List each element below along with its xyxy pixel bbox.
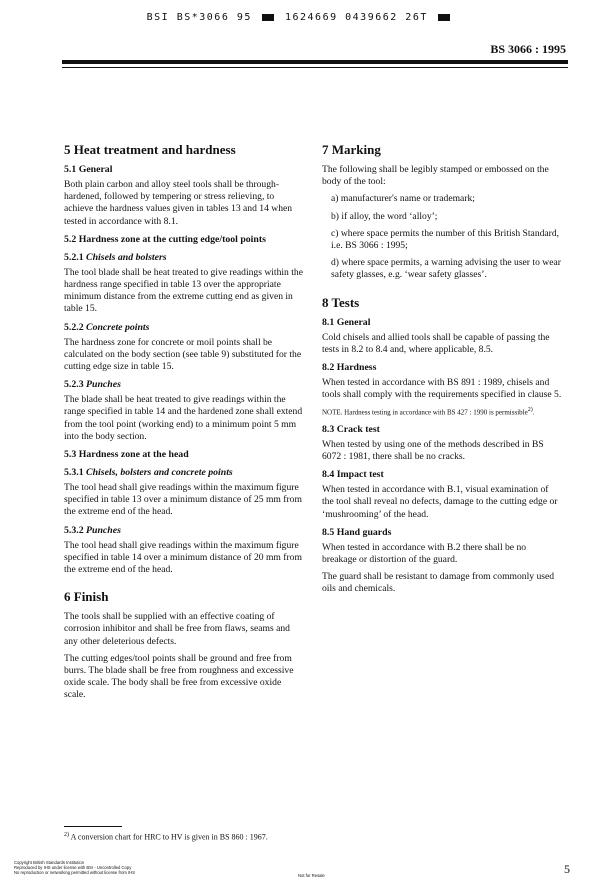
footnote: $^{2)}$ A conversion chart for HRC to HV is given in BS 860 : 1967. <box>64 832 268 842</box>
section-8-4-text: When tested in accordance with B.1, visual examination of the tool shall reveal no defects, damage to the cutting edge or ‘mushrooming’ of the head. <box>322 484 558 520</box>
list-item: b) if alloy, the word ‘alloy’; <box>331 210 438 222</box>
section-5-3-1-text: The tool head shall give readings within the maximum figure specified in table 13 over a minimum distance of 25 mm from the extreme end of the head. <box>64 482 302 518</box>
section-7-intro: The following shall be legibly stamped or embossed on the body of the tool: <box>322 164 549 188</box>
section-5-2-heading: 5.2 Hardness zone at the cutting edge/tool points <box>64 233 266 245</box>
section-8-5-text: When tested in accordance with B.2 there shall be no breakage or distortion of the guard. <box>322 541 527 565</box>
header-rule-thin <box>62 67 568 68</box>
section-8-2-heading: 8.2 Hardness <box>322 362 377 374</box>
section-5-2-1-heading: 5.2.1 Chisels and bolsters <box>64 251 167 263</box>
section-5-3-2-heading: 5.3.2 Punches <box>64 524 121 536</box>
section-8-3-heading: 8.3 Crack test <box>322 423 380 435</box>
section-5-2-3-text: The blade shall be heat treated to give readings within the range specified in table 14 and the hardened zone shall extend from the tool point (working end) to a minimum point 5 mm into the body section. <box>64 394 303 442</box>
footnote-rule <box>64 826 122 827</box>
section-8-5-text-2: The guard shall be resistant to damage from commonly used oils and chemicals. <box>322 571 555 595</box>
section-5-1-text: Both plain carbon and alloy steel tools shall be through-hardened, followed by tempering or stress relieving, to achieve the hardness values given in tables 13 and 14 when tested in accordance with 8.1. <box>64 179 293 227</box>
barcode-block <box>438 14 450 21</box>
standard-number: BS 3066 : 1995 <box>490 42 566 56</box>
barcode-strip <box>0 12 600 23</box>
list-item: c) where space permits the number of this British Standard, i.e. BS 3066 : 1995; <box>331 227 560 252</box>
section-5-2-2-heading: 5.2.2 Concrete points <box>64 321 150 333</box>
barcode-block <box>262 14 274 21</box>
section-8-1-heading: 8.1 General <box>322 316 371 328</box>
header-rule-thick <box>62 60 568 64</box>
list-item: a) manufacturer's name or trademark; <box>331 193 475 205</box>
section-6-para-1: The tools shall be supplied with an effective coating of corrosion inhibitor and shall be free from flaws, seams and any other deleterious defects. <box>64 611 290 647</box>
section-8-3-text: When tested by using one of the methods described in BS 6072 : 1981, there shall be no cracks. <box>322 438 544 462</box>
section-5-3-2-text: The tool head shall give readings within the maximum figure specified in table 14 over a minimum distance of 20 mm from the extreme end of the head. <box>64 539 302 576</box>
section-5-2-3-heading: 5.2.3 Punches <box>64 379 121 391</box>
section-8-2-note: NOTE. Hardness testing in accordance with BS 427 : 1990 is permissible$^{2)}$. <box>322 407 535 417</box>
resale-notice: Not for Resale <box>298 873 325 878</box>
section-8-2-text: When tested in accordance with BS 891 : 1989, chisels and tools shall comply with the requirements specified in clause 5. <box>322 377 562 401</box>
list-item: d) where space permits, a warning advising the user to wear safety glasses, e.g. ‘wear safety glasses’. <box>331 257 561 281</box>
section-6-heading: 6 Finish <box>64 589 109 605</box>
section-7-heading: 7 Marking <box>322 142 381 157</box>
left-column <box>64 142 304 707</box>
section-8-5-heading: 8.5 Hand guards <box>322 526 392 538</box>
section-5-1-heading: 5.1 General <box>64 164 113 175</box>
barcode-right-text: 1624669 0439662 26T <box>284 12 428 23</box>
marking-list <box>322 193 562 281</box>
copyright-notice: Copyright British Standards Institution Reproduced by IHS under license with BSI - Uncontrolled Copy No reproduction or networking permitted without license from IHS <box>14 860 136 876</box>
section-5-heading: 5 Heat treatment and hardness <box>64 142 236 157</box>
section-5-3-1-heading: 5.3.1 Chisels, bolsters and concrete points <box>64 467 233 479</box>
section-8-heading: 8 Tests <box>322 294 360 310</box>
section-8-1-text: Cold chisels and allied tools shall be capable of passing the tests in 8.2 to 8.4 and, where applicable, 8.5. <box>322 331 550 355</box>
section-8-4-heading: 8.4 Impact test <box>322 469 384 481</box>
section-6-para-2: The cutting edges/tool points shall be ground and free from burrs. The blade shall be free from roughness and excessive oxide scale. The body shall be free from excessive oxide scale. <box>64 652 294 701</box>
section-5-2-2-text: The hardness zone for concrete or moil points shall be calculated on the body section (see table 9) substituted for the cutting edge size in table 15. <box>64 336 302 373</box>
section-5-2-1-text: The tool blade shall be heat treated to give readings within the hardness range specified in table 13 over the appropriate minimum distance from the extreme cutting end as given in table 15. <box>64 266 303 315</box>
page-number: 5 <box>564 862 570 876</box>
barcode-left-text: BSI BS*3066 95 <box>146 12 252 23</box>
right-column <box>322 142 562 601</box>
section-5-3-heading: 5.3 Hardness zone at the head <box>64 449 189 461</box>
